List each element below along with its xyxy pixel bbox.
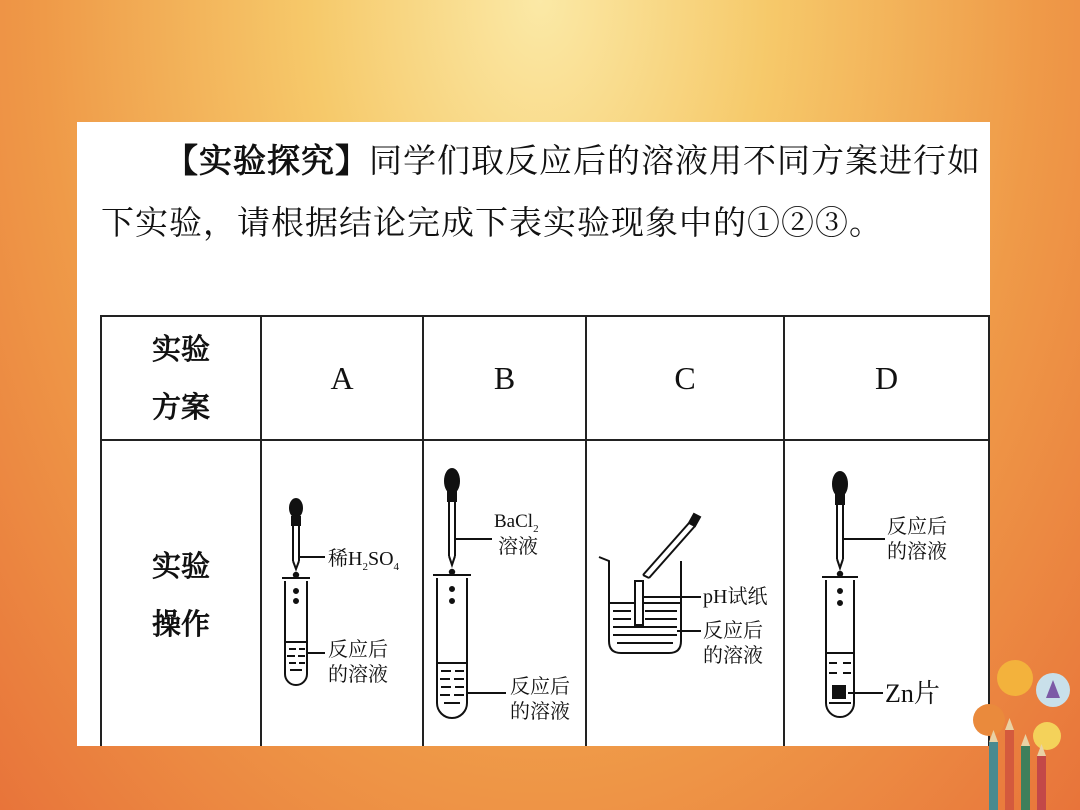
diagram-c-paper-label: pH试纸 (703, 586, 768, 608)
diagram-b-solution-label-1: 反应后 (510, 676, 570, 698)
scheme-row (101, 316, 989, 440)
experiment-table (100, 315, 990, 746)
ph-paper-icon (635, 581, 643, 625)
diagram-a (262, 441, 422, 744)
diagram-c-solution-label-2: 的溶液 (703, 645, 763, 667)
question-text (101, 130, 981, 254)
column-c-header: C (586, 316, 784, 440)
test-tube-icon (282, 578, 310, 685)
column-a-header: A (261, 316, 423, 440)
column-b-header: B (423, 316, 586, 440)
diagram-d-metal-label: Zn片 (885, 679, 940, 708)
test-tube-icon (433, 575, 471, 718)
column-d-header: D (784, 316, 989, 440)
question-body: 同学们取反应后的溶液用不同方案进行如下实验，请根据结论完成下表实验现象中的①②③。 (101, 141, 981, 242)
diagram-b-cell (423, 440, 586, 746)
dropper-bulb-icon (445, 469, 459, 493)
diagram-a-cell (261, 440, 423, 746)
dropper-bulb-icon (290, 499, 302, 517)
slide-card (77, 122, 990, 746)
dropper-bulb-icon (833, 472, 847, 496)
scheme-row-label: 实验 方案 (101, 316, 261, 440)
diagram-d-solution-label-1: 反应后 (887, 516, 947, 538)
diagram-d-solution-label-2: 的溶液 (887, 541, 947, 563)
diagram-b-reagent-label: BaCl$_2$ (494, 511, 539, 535)
stationery-decoration-icon (955, 650, 1080, 810)
diagram-a-reagent-label: 稀$H_2SO_4$ (328, 548, 400, 573)
diagram-b-reagent-label-2: 溶液 (498, 536, 538, 558)
diagram-c-solution-label-1: 反应后 (703, 620, 763, 642)
diagram-c (587, 441, 783, 744)
operation-row-label: 实验 操作 (101, 440, 261, 746)
diagram-a-solution-label-2: 的溶液 (328, 664, 388, 686)
operation-row (101, 440, 989, 746)
diagram-b (424, 441, 585, 744)
diagram-a-solution-label-1: 反应后 (328, 639, 388, 661)
diagram-b-solution-label-2: 的溶液 (510, 701, 570, 723)
diagram-c-cell (586, 440, 784, 746)
section-tag: 【实验探究】 (165, 141, 369, 180)
zinc-piece-icon (832, 685, 846, 699)
